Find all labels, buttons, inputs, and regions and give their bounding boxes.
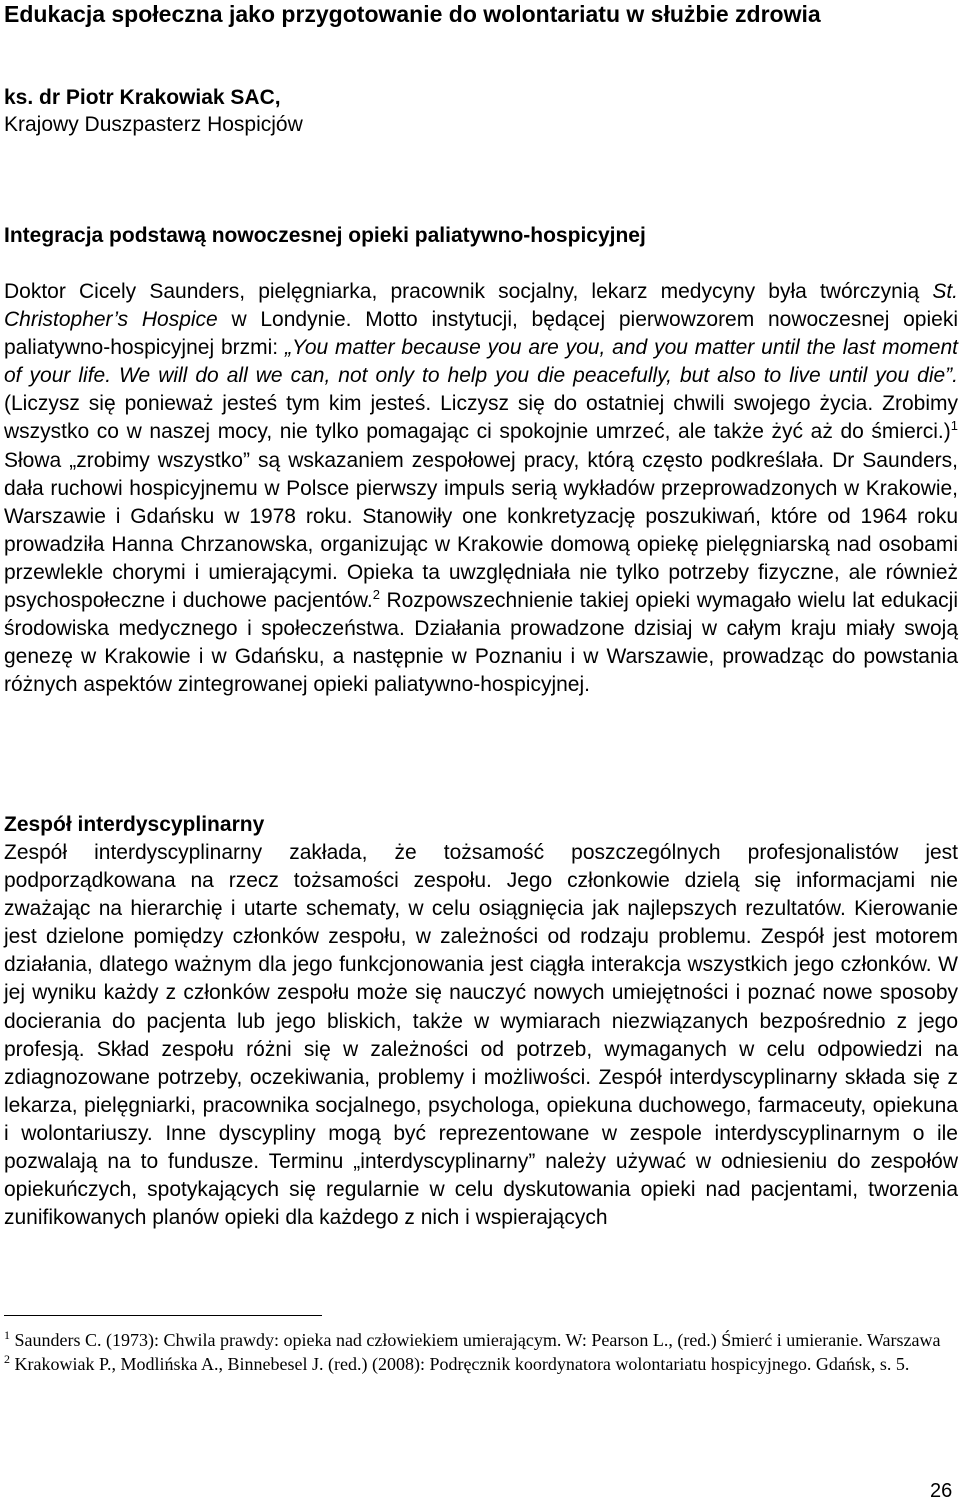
footnote-text: Krakowiak P., Modlińska A., Binnebesel J. (red.) (2008): Podręcznik koordynatora wolontariatu hospicyjnego. Gdańsk, s. 5. — [10, 1354, 910, 1374]
footnote-number: 2 — [4, 1352, 10, 1366]
footnote-text: Saunders C. (1973): Chwila prawdy: opieka nad człowiekiem umierającym. W: Pearson L., (red.) Śmierć i umieranie. Warszawa — [10, 1330, 941, 1350]
author-name: ks. dr Piotr Krakowiak SAC, — [4, 86, 281, 109]
text-run: Rozpowszechnienie takiej opieki wymagało wielu lat edukacji środowiska medycznego i społeczeństwa. Działania prowadzone dzisiaj w całym kraju miały swoją genezę w Krakowie i w Gdańsku, a następnie w Poznaniu i w Warszawie, prowadząc do powstania różnych aspektów zintegrowanej opieki paliatywno-hospicyjnej. — [4, 589, 958, 697]
section-heading-team: Zespół interdyscyplinarny — [4, 813, 265, 836]
footnote-separator — [4, 1315, 322, 1316]
text-run: w Londynie. Motto instytucji, będącej pierwowzorem nowoczesnej opieki paliatywno-hospicyjnej brzmi: — [4, 308, 958, 360]
italic-motto: „You matter because you are you, and you matter until the last moment of your life. We will do all we can, not only to help you die peacefully, but also to live until you die”. — [4, 336, 958, 388]
text-run: Słowa „zrobimy wszystko” są wskazaniem zespołowej pracy, którą często podkreślała. Dr Saunders, dała ruchowi hospicyjnemu w Polsce pierwszy impuls serią wykładów przeprowadzonych w Krakowie, Warszawie i Gdańsku w 1978 roku. Stanowiły one konkretyzację poszukiwań, które od 1964 roku prowadziła Hanna Chrzanowska, organizując w Krakowie domową opiekę pielęgniarską nad osobami przewlekle chorymi i umierającymi. Opieka ta uwzględniała nie tylko potrzeby fizyczne, ale również psychospołeczne i duchowe pacjentów. — [4, 448, 958, 613]
author-role: Krajowy Duszpasterz Hospicjów — [4, 113, 303, 136]
page-number: 26 — [930, 1480, 953, 1502]
paragraph-integration — [4, 278, 958, 699]
section-body-team — [4, 839, 958, 1232]
text-run: (Liczysz się ponieważ jesteś tym kim jesteś. Liczysz się do ostatniej chwili swojego życia. Zrobimy wszystko co w naszej mocy, nie tylko pomagając ci spokojnie umrzeć, ale także żyć aż do śmierci.) — [4, 392, 958, 444]
text-run: Doktor Cicely Saunders, pielęgniarka, pracownik socjalny, lekarz medycyny była twórczynią — [4, 280, 933, 303]
footnote-ref-1[interactable]: 1 — [950, 418, 958, 434]
footnote-2 — [4, 1352, 958, 1376]
section-heading-integration: Integracja podstawą nowoczesnej opieki paliatywno-hospicyjnej — [4, 224, 646, 247]
footnote-number: 1 — [4, 1328, 10, 1342]
italic-hospice-name: St. Christopher’s Hospice — [4, 280, 958, 332]
footnote-ref-2[interactable]: 2 — [372, 587, 380, 603]
author-block — [4, 84, 303, 138]
footnote-1 — [4, 1328, 958, 1352]
section-body-integration — [4, 278, 958, 699]
document-title: Edukacja społeczna jako przygotowanie do wolontariatu w służbie zdrowia — [4, 1, 821, 27]
footnotes — [4, 1328, 958, 1376]
paragraph-team: Zespół interdyscyplinarny zakłada, że tożsamość poszczególnych profesjonalistów jest podporządkowana na rzecz tożsamości zespołu. Jego członkowie dzielą się informacjami nie zważając na hierarchię i utarte schematy, w celu osiągnięcia jak najlepszych rezultatów. Kierowanie jest dzielone pomiędzy członków zespołu, w zależności od rodzaju problemu. Zespół jest motorem działania, dlatego ważnym dla jego funkcjonowania jest ciągła interakcja wszystkich jego członków. W jej wyniku każdy z członków zespołu może się nauczyć nowych umiejętności i poznać nowe sposoby docierania do pacjenta lub jego bliskich, także w wymiarach niezwiązanych bezpośrednio z jego profesją. Skład zespołu różni się w zależności od potrzeb, wymaganych w celu odpowiedzi na zdiagnozowane potrzeby, oczekiwania, problemy i możliwości. Zespół interdyscyplinarny składa się z lekarza, pielęgniarki, pracownika socjalnego, psychologa, opiekuna duchowego, farmaceuty, opiekuna i wolontariuszy. Inne dyscypliny mogą być reprezentowane w zespole interdyscyplinarnym o ile pozwalają na to fundusze. Terminu „interdyscyplinarny” należy używać w odniesieniu do zespołów opiekuńczych, spotykających się regularnie w celu dyskutowania opieki nad pacjentami, tworzenia zunifikowanych planów opieki dla każdego z nich i wspierających — [4, 841, 958, 1230]
